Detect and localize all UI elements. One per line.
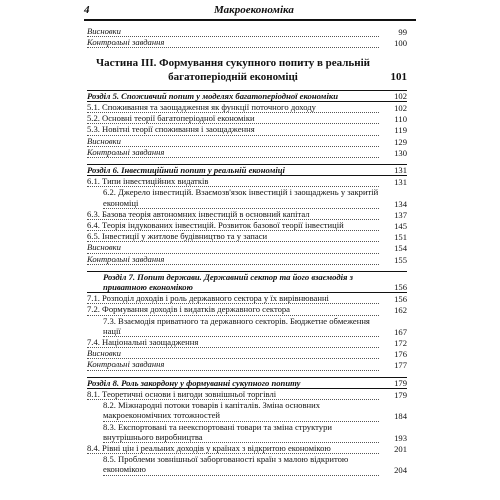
toc-item-page: 184: [394, 411, 407, 422]
toc-item[interactable]: [87, 102, 407, 113]
toc-item[interactable]: [87, 293, 407, 304]
toc-item[interactable]: [87, 422, 407, 443]
toc-entry-conclusions[interactable]: [87, 242, 407, 253]
toc-entry-control-tasks[interactable]: [87, 359, 407, 370]
toc-entry-page: 176: [394, 349, 407, 360]
toc-item-page: 151: [394, 232, 407, 243]
toc-section-text: Розділ 5. Споживчий попит у моделях багатоперіодної економіки: [87, 90, 338, 101]
toc-item-text: 6.1. Типи інвестиційних видатків: [87, 176, 379, 187]
toc-item[interactable]: [87, 337, 407, 348]
toc-entry-page: 100: [394, 38, 407, 49]
toc-item[interactable]: [87, 389, 407, 400]
toc-item-text: 7.3. Взаємодія приватного та державного секторів. Бюджетне обмеження нації: [103, 316, 379, 337]
table-of-contents: [87, 26, 407, 476]
toc-item-text: 6.5. Інвестиції у житлове будівництво та у запаси: [87, 231, 379, 242]
toc-entry-text: Контрольні завдання: [87, 359, 379, 370]
toc-item-page: 110: [394, 114, 407, 125]
toc-entry-text: Висновки: [87, 348, 379, 359]
toc-item[interactable]: [87, 124, 407, 135]
toc-entry-page: 130: [394, 147, 407, 158]
toc-part-page: 101: [390, 70, 407, 83]
toc-item[interactable]: [87, 231, 407, 242]
toc-item-text: 5.1. Споживання та заощадження як функції поточного доходу: [87, 102, 379, 113]
toc-entry-text: Висновки: [87, 242, 379, 253]
toc-item[interactable]: [87, 209, 407, 220]
toc-section-text: Розділ 6. Інвестиційний попит у реальній економіці: [87, 165, 285, 176]
toc-section-text: Розділ 8. Роль закордону у формуванні сукупного попиту: [87, 377, 301, 388]
toc-part-heading[interactable]: [87, 57, 407, 83]
running-title: Макроекономіка: [214, 4, 294, 16]
toc-section-page: 131: [394, 165, 407, 176]
toc-section-heading[interactable]: [87, 377, 407, 389]
toc-item[interactable]: [87, 443, 407, 454]
toc-item[interactable]: [87, 454, 407, 475]
toc-item-text: 6.3. Базова теорія автономних інвестицій в основний капітал: [87, 209, 379, 220]
toc-entry-page: 99: [398, 27, 407, 37]
toc-item-text: 8.4. Рівні цін і реальних доходів у країнах з відкритою економікою: [87, 443, 379, 454]
toc-item-page: 193: [394, 432, 407, 443]
toc-entry-conclusions[interactable]: [87, 26, 407, 37]
toc-entry-control-tasks[interactable]: [87, 254, 407, 265]
toc-item-text: 6.2. Джерело інвестицій. Взаємозв'язок інвестицій і заощаджень у закритій економіці: [103, 187, 379, 208]
toc-item-page: 162: [394, 305, 407, 316]
toc-entry-conclusions[interactable]: [87, 348, 407, 359]
toc-section-heading[interactable]: [87, 271, 407, 293]
toc-entry-page: 154: [394, 243, 407, 254]
toc-item[interactable]: [87, 220, 407, 231]
toc-item-page: 204: [394, 465, 407, 476]
toc-item-text: 7.1. Розподіл доходів і роль державного сектора у їх вирівнюванні: [87, 293, 379, 304]
toc-item-text: 7.4. Національні заощадження: [87, 337, 379, 348]
toc-entry-text: Висновки: [87, 136, 379, 147]
page-number: 4: [84, 4, 90, 16]
toc-item-text: 5.3. Новітні теорії споживання і заощадження: [87, 124, 379, 135]
toc-item-page: 134: [394, 198, 407, 209]
toc-item-page: 137: [394, 209, 407, 220]
running-header: [84, 2, 416, 21]
toc-entry-control-tasks[interactable]: [87, 147, 407, 158]
toc-item-text: 8.3. Експортовані та неекспортовані товари та зміна структури внутрішнього виробництва: [103, 422, 379, 443]
toc-section-page: 156: [394, 282, 407, 293]
toc-item-page: 179: [394, 389, 407, 400]
toc-item-text: 7.2. Формування доходів і видатків державного сектора: [87, 304, 379, 315]
toc-item-text: 8.2. Міжнародні потоки товарів і капіталів. Зміна основних макроекономічних тотожностей: [103, 400, 379, 421]
toc-section-page: 179: [394, 377, 407, 388]
toc-section-heading[interactable]: [87, 164, 407, 176]
toc-item-page: 119: [394, 125, 407, 136]
toc-item[interactable]: [87, 400, 407, 421]
toc-item-page: 201: [394, 443, 407, 454]
toc-item-page: 172: [394, 338, 407, 349]
toc-entry-page: 129: [394, 136, 407, 147]
toc-entry-text: Контрольні завдання: [87, 37, 379, 48]
toc-section-text: Розділ 7. Попит держави. Державний сектор та його взаємодія з приватною економікою: [103, 271, 353, 293]
toc-item-page: 145: [394, 221, 407, 232]
toc-entry-conclusions[interactable]: [87, 136, 407, 147]
toc-item[interactable]: [87, 187, 407, 208]
toc-item-page: 131: [394, 177, 407, 188]
toc-item[interactable]: [87, 304, 407, 315]
toc-entry-text: Висновки: [87, 26, 379, 37]
toc-entry-text: Контрольні завдання: [87, 254, 379, 265]
toc-item-page: 102: [394, 103, 407, 114]
toc-item-text: 5.2. Основні теорії багатоперіодної економіки: [87, 113, 379, 124]
toc-item-page: 156: [394, 294, 407, 305]
toc-entry-control-tasks[interactable]: [87, 37, 407, 48]
toc-item[interactable]: [87, 176, 407, 187]
toc-item-text: 8.1. Теоретичні основи і вигоди зовнішньої торгівлі: [87, 389, 379, 400]
toc-item-text: 8.5. Проблеми зовнішньої заборгованості країн з малою відкритою економікою: [103, 454, 379, 475]
toc-item[interactable]: [87, 316, 407, 337]
toc-entry-page: 155: [394, 254, 407, 265]
toc-item-text: 6.4. Теорія індукованих інвестицій. Розвиток базової теорії інвестицій: [87, 220, 379, 231]
toc-entry-text: Контрольні завдання: [87, 147, 379, 158]
toc-item[interactable]: [87, 113, 407, 124]
toc-entry-page: 177: [394, 360, 407, 371]
toc-item-page: 167: [394, 326, 407, 337]
toc-part-text: Частина III. Формування сукупного попиту в реальній багатоперіодній економіці: [96, 57, 370, 83]
toc-section-heading[interactable]: [87, 90, 407, 102]
toc-section-page: 102: [394, 90, 407, 101]
